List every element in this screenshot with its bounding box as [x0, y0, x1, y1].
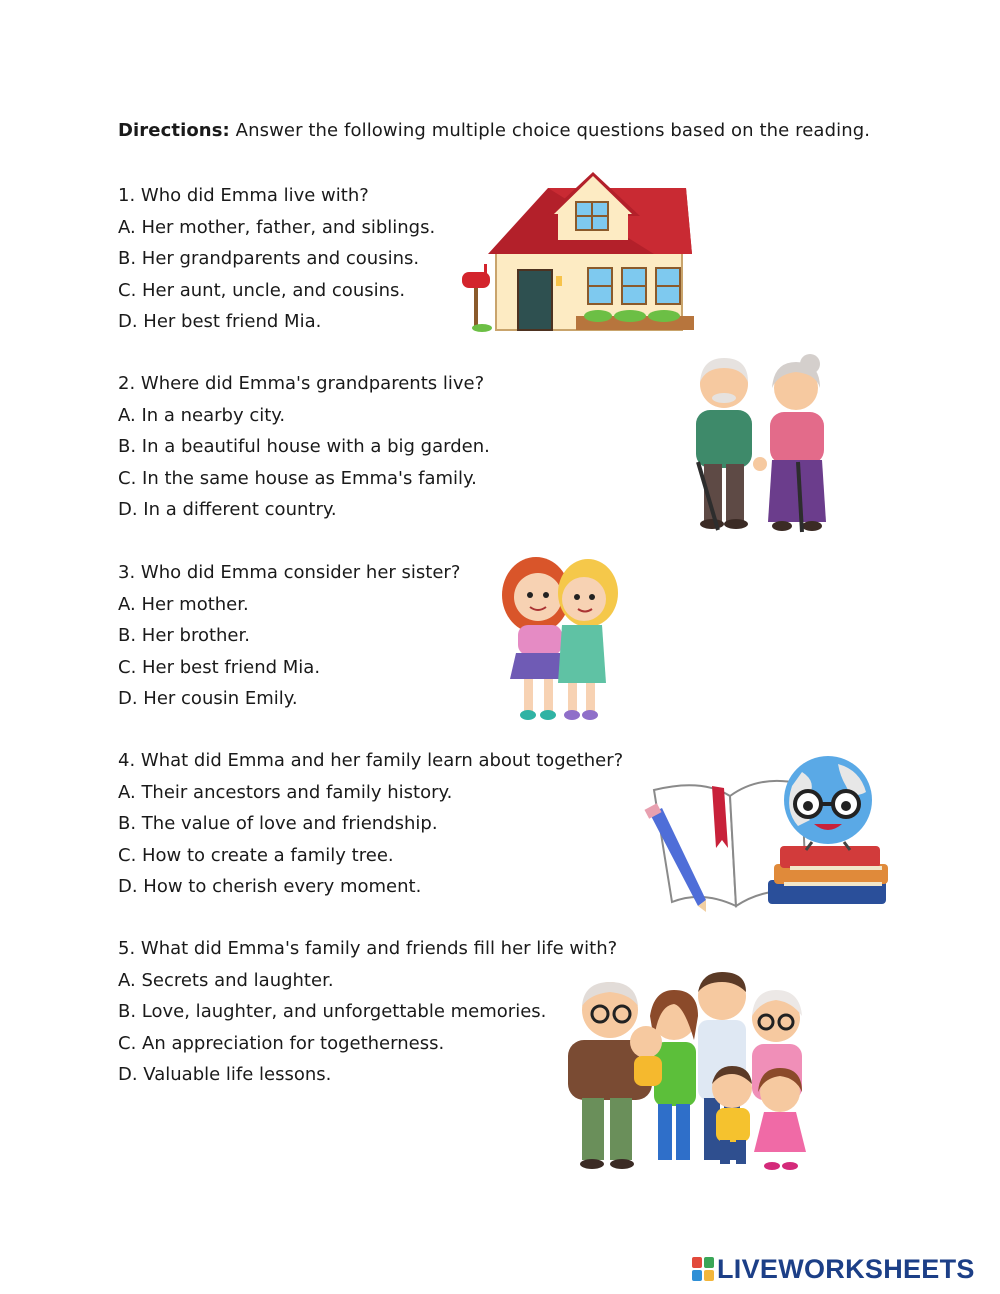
directions [118, 120, 870, 141]
question-5 [118, 933, 617, 1091]
logo-text: LIVEWORKSHEETS [717, 1253, 975, 1284]
option-d[interactable]: D. In a different country. [118, 499, 337, 520]
option-b[interactable]: B. Love, laughter, and unforgettable memories. [118, 1001, 547, 1022]
question-4 [118, 745, 623, 903]
option-b[interactable]: B. In a beautiful house with a big garden. [118, 436, 490, 457]
option-c[interactable]: C. How to create a family tree. [118, 844, 394, 866]
option-b[interactable]: B. The value of love and friendship. [118, 813, 438, 834]
question-3 [118, 557, 460, 715]
question-text: 1. Who did Emma live with? [118, 185, 369, 206]
question-2 [118, 368, 490, 526]
option-c[interactable]: C. Her aunt, uncle, and cousins. [118, 279, 406, 301]
girls-hugging-illustration [498, 555, 622, 723]
question-1 [118, 180, 435, 338]
house-illustration [458, 166, 698, 334]
option-c[interactable]: C. In the same house as Emma's family. [118, 467, 477, 489]
option-c[interactable]: C. An appreciation for togetherness. [118, 1032, 445, 1054]
option-d[interactable]: D. Her best friend Mia. [118, 311, 322, 332]
option-b[interactable]: B. Her brother. [118, 625, 250, 646]
option-a[interactable]: A. Their ancestors and family history. [118, 781, 453, 803]
books-globe-illustration [642, 756, 892, 920]
directions-text: Answer the following multiple choice questions based on the reading. [235, 120, 871, 141]
family-group-illustration [546, 970, 822, 1176]
option-d[interactable]: D. Valuable life lessons. [118, 1064, 332, 1085]
question-text: 4. What did Emma and her family learn about together? [118, 750, 624, 771]
logo-mark-icon [692, 1257, 714, 1281]
question-text: 3. Who did Emma consider her sister? [118, 562, 461, 583]
option-c[interactable]: C. Her best friend Mia. [118, 656, 321, 678]
option-d[interactable]: D. How to cherish every moment. [118, 876, 422, 897]
option-a[interactable]: A. Her mother. [118, 593, 249, 615]
question-text: 5. What did Emma's family and friends fill her life with? [118, 938, 618, 959]
option-d[interactable]: D. Her cousin Emily. [118, 688, 298, 709]
liveworksheets-logo [692, 1254, 975, 1284]
option-a[interactable]: A. Her mother, father, and siblings. [118, 216, 436, 238]
option-a[interactable]: A. Secrets and laughter. [118, 969, 334, 991]
option-b[interactable]: B. Her grandparents and cousins. [118, 248, 420, 269]
directions-label: Directions: [118, 120, 230, 141]
option-a[interactable]: A. In a nearby city. [118, 404, 286, 426]
question-text: 2. Where did Emma's grandparents live? [118, 373, 485, 394]
grandparents-illustration [678, 352, 840, 536]
